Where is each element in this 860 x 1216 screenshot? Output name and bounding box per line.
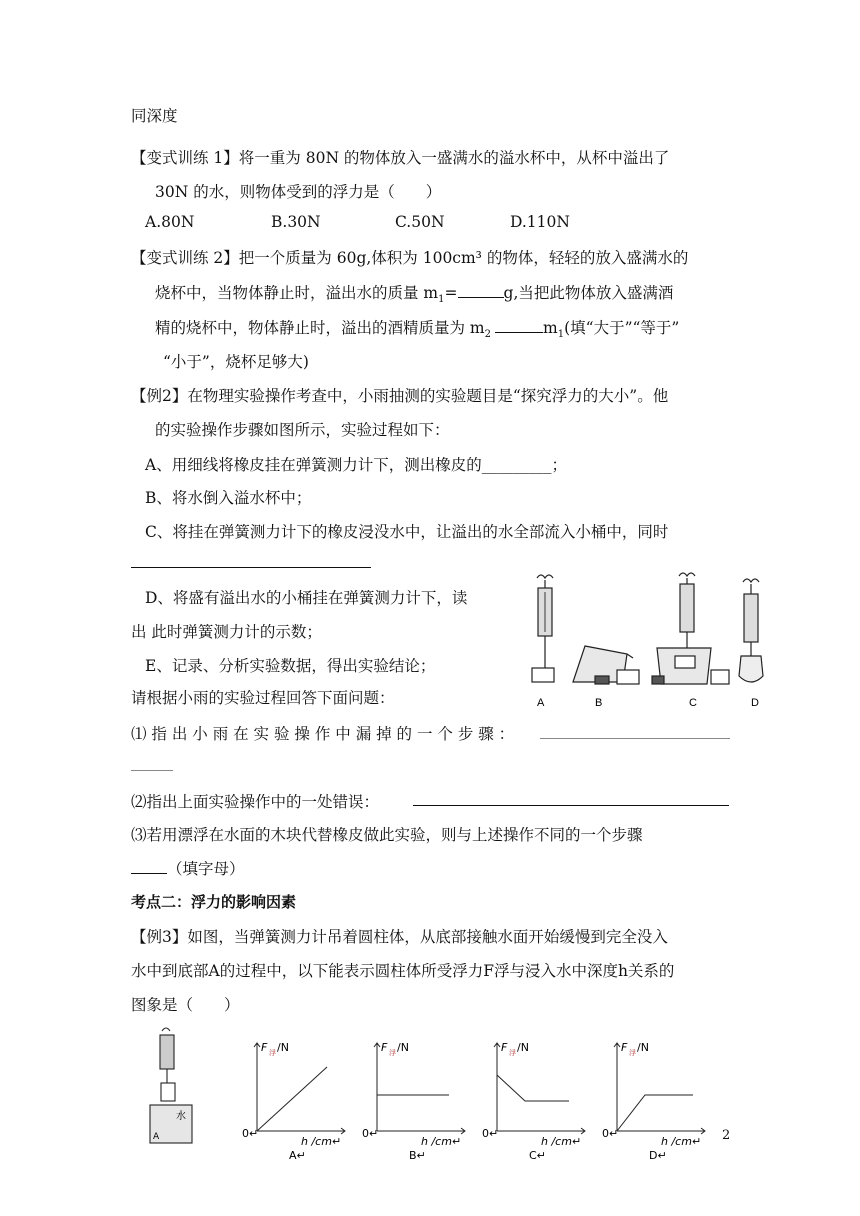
answer-blank-step-c[interactable] xyxy=(131,553,371,568)
answer-blank-q1[interactable] xyxy=(540,724,730,739)
step-c: C、将挂在弹簧测力计下的橡皮浸没水中，让溢出的水全部流入小桶中，同时 xyxy=(145,523,669,541)
answer-blank-m1[interactable] xyxy=(458,283,504,298)
y-axis-label: F xyxy=(501,1041,508,1054)
graph-letter: D↵ xyxy=(649,1149,667,1162)
answer-blank-compare[interactable] xyxy=(495,318,543,333)
figure-label-a: A xyxy=(537,697,545,709)
example-2-line2: 的实验操作步骤如图所示，实验过程如下： xyxy=(155,421,450,439)
origin-label: 0↵ xyxy=(362,1127,379,1140)
graph-letter: A↵ xyxy=(289,1149,306,1162)
y-axis-unit: /N xyxy=(277,1041,289,1054)
graph-letter: B↵ xyxy=(409,1149,426,1162)
y-axis-unit: /N xyxy=(637,1041,649,1054)
example-3-line1: 【例3】如图，当弹簧测力计吊着圆柱体，从底部接触水面开始缓慢到完全没入 xyxy=(131,928,668,946)
question-3: ⑶若用漂浮在水面的木块代替橡皮做此实验，则与上述操作不同的一个步骤 xyxy=(131,826,643,844)
graph-1 xyxy=(242,1041,345,1162)
question-3-line2: （填字母） xyxy=(131,857,245,879)
option-b: B.30N xyxy=(271,213,321,231)
figure-label-c: C xyxy=(689,697,697,709)
x-axis-label: h /cm↵ xyxy=(301,1135,342,1148)
variant-training-1-line2: 30N 的水，则物体受到的浮力是（ ） xyxy=(155,183,442,201)
graph-letter: C↵ xyxy=(529,1149,546,1162)
graph-curve xyxy=(257,1067,327,1131)
y-axis-subscript: 浮 xyxy=(389,1049,396,1057)
answer-blank-q2[interactable] xyxy=(413,791,729,806)
graph-curve xyxy=(497,1075,569,1101)
y-axis-subscript: 浮 xyxy=(629,1049,636,1057)
water-label: 水 xyxy=(176,1111,186,1122)
example-3-line2: 水中到底部A的过程中，以下能表示圆柱体所受浮力F浮与浸入水中深度h关系的 xyxy=(131,962,675,980)
y-axis-subscript: 浮 xyxy=(269,1049,276,1057)
variant-training-2-line4: “小于”，烧杯足够大) xyxy=(163,353,309,371)
graph-4 xyxy=(602,1041,705,1162)
spring-scale-a xyxy=(532,575,554,682)
example-2-line1: 【例2】在物理实验操作考查中，小雨抽测的实验题目是“探究浮力的大小”。他 xyxy=(131,387,669,405)
variant-training-2-line2: 烧杯中，当物体静止时，溢出水的质量 $m_1= g$,当把此物体放入盛满酒 xyxy=(155,284,674,306)
spring-scale-c xyxy=(652,573,729,684)
step-d-line1: D、将盛有溢出水的小桶挂在弹簧测力计下，读 xyxy=(145,589,468,607)
x-axis-label: h /cm↵ xyxy=(661,1135,702,1148)
answer-blank-q1-cont[interactable] xyxy=(131,756,173,771)
y-axis-unit: /N xyxy=(517,1041,529,1054)
cylinder-apparatus xyxy=(150,1028,192,1143)
page-number: 2 xyxy=(722,1128,731,1143)
figure-label-b: B xyxy=(595,697,603,709)
step-e: E、记录、分析实验数据，得出实验结论； xyxy=(145,657,436,675)
variant-training-1-options xyxy=(145,213,570,231)
buoyancy-figure xyxy=(140,1025,720,1165)
graph-3 xyxy=(482,1041,585,1162)
origin-label: 0↵ xyxy=(482,1127,499,1140)
graph-curve xyxy=(377,1095,449,1131)
variant-training-1-line1: 【变式训练 1】将一重为 80N 的物体放入一盛满水的溢水杯中，从杯中溢出了 xyxy=(131,149,670,167)
variant-training-2-line1: 【变式训练 2】把一个质量为 60g,体积为 100cm³ 的物体，轻轻的放入盛满水的 xyxy=(131,249,689,267)
answer-blank-q3[interactable] xyxy=(131,859,167,874)
y-axis-unit: /N xyxy=(397,1041,409,1054)
option-d: D.110N xyxy=(510,213,570,231)
y-axis-label: F xyxy=(381,1041,388,1054)
step-d-line2: 出 此时弹簧测力计的示数； xyxy=(131,623,322,641)
x-axis-label: h /cm↵ xyxy=(541,1135,582,1148)
graph-2 xyxy=(362,1041,465,1162)
question-intro: 请根据小雨的实验过程回答下面问题： xyxy=(131,689,395,707)
variant-training-2-line3: 精的烧杯中，物体静止时，溢出的酒精质量为 $m_2$ $m_1$(填“大于”“等于” xyxy=(155,319,680,341)
question-1: ⑴ 指 出 小 雨 在 实 验 操 作 中 漏 掉 的 一 个 步 骤 ： xyxy=(131,725,515,743)
x-axis-label: h /cm↵ xyxy=(421,1135,462,1148)
line-continuation: 同深度 xyxy=(131,107,178,125)
y-axis-subscript: 浮 xyxy=(509,1049,516,1057)
step-a: A、用细线将橡皮挂在弹簧测力计下，测出橡皮的_________； xyxy=(145,456,567,474)
spring-scale-d xyxy=(739,579,763,682)
origin-label: 0↵ xyxy=(602,1127,619,1140)
figure-label-d: D xyxy=(751,697,759,709)
option-a: A.80N xyxy=(145,213,195,231)
origin-label: 0↵ xyxy=(242,1127,259,1140)
question-2: ⑵指出上面实验操作中的一处错误： xyxy=(131,793,380,811)
overflow-cup-b xyxy=(573,646,639,684)
graph-curve xyxy=(617,1095,693,1131)
y-axis-label: F xyxy=(621,1041,628,1054)
section-heading: 考点二：浮力的影响因素 xyxy=(131,893,297,911)
example-3-line3: 图象是（ ） xyxy=(131,996,240,1014)
y-axis-label: F xyxy=(261,1041,268,1054)
bottom-a-label: A xyxy=(153,1132,160,1142)
step-b: B、将水倒入溢水杯中； xyxy=(145,489,312,507)
option-c: C.50N xyxy=(395,213,445,231)
experiment-figure xyxy=(515,572,775,712)
